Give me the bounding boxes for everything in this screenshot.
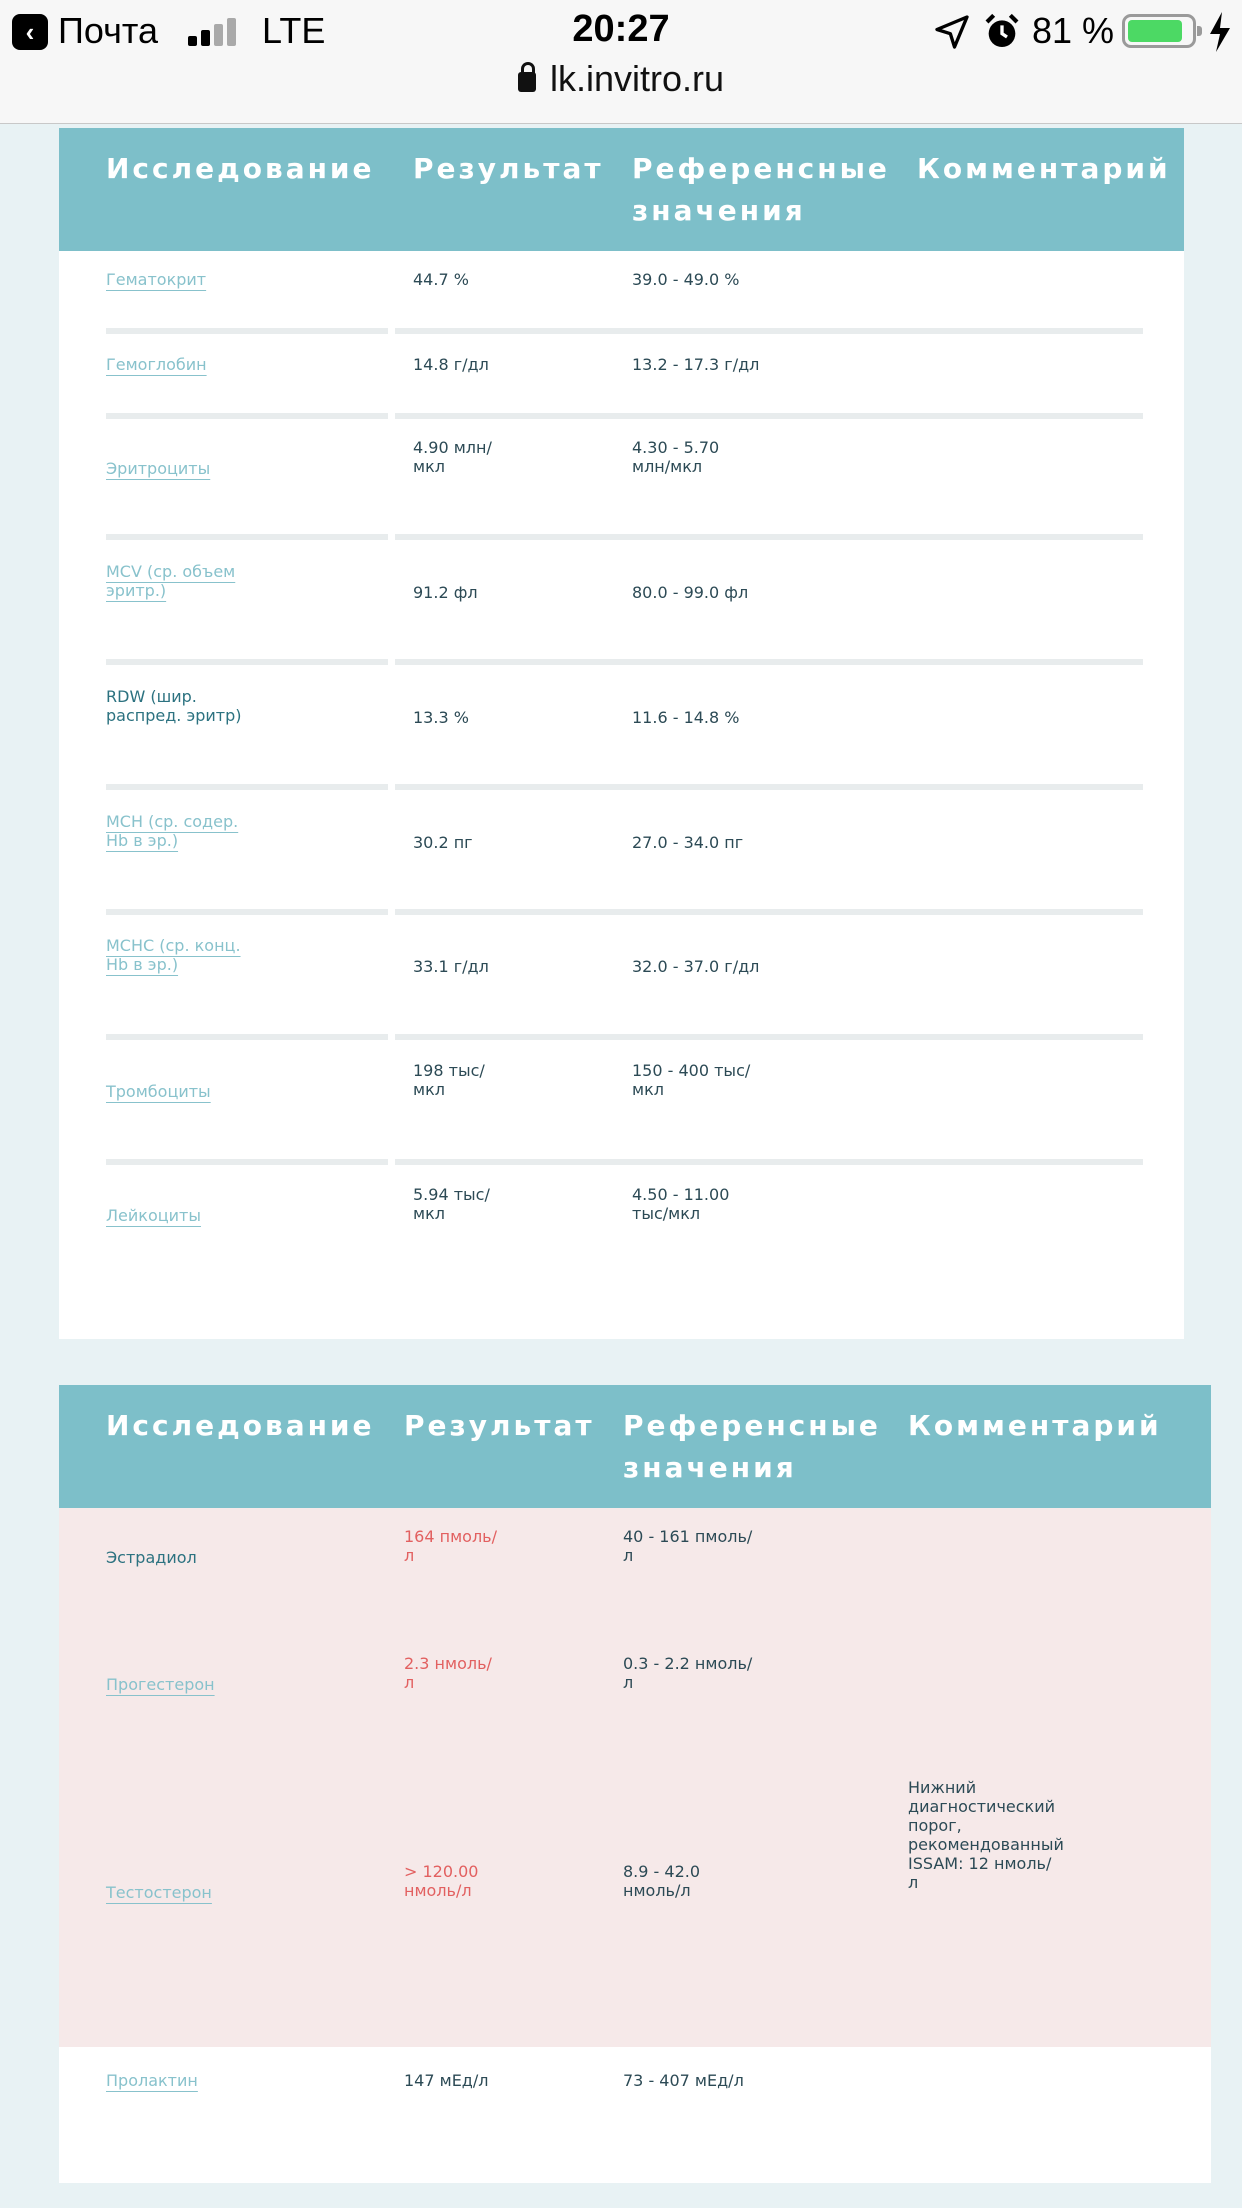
test-name-link[interactable]: Тестостерон (106, 1883, 212, 1902)
reference-range: 11.6 - 14.8 % (632, 708, 740, 727)
result-value: 164 пмоль/ л (404, 1527, 497, 1565)
url-domain: lk.invitro.ru (549, 58, 725, 99)
reference-range: 80.0 - 99.0 фл (632, 583, 749, 602)
row-divider (106, 534, 388, 540)
result-value: 198 тыс/ мкл (413, 1061, 485, 1099)
table-header (59, 1385, 1211, 1508)
results-table-blood-count (59, 128, 1184, 1339)
alarm-clock-icon (982, 12, 1022, 52)
row-divider (106, 413, 388, 419)
test-name-link[interactable]: Гематокрит (106, 270, 207, 289)
table-header (59, 128, 1184, 251)
result-value: 147 мЕд/л (404, 2071, 489, 2090)
test-name-link: RDW (шир. распред. эритр) (106, 687, 242, 725)
header-comment: Комментарий (917, 152, 1171, 185)
reference-range: 0.3 - 2.2 нмоль/ л (623, 1654, 753, 1692)
reference-range: 150 - 400 тыс/ мкл (632, 1061, 751, 1099)
network-type: LTE (262, 10, 326, 51)
row-divider (395, 534, 1143, 540)
result-value: > 120.00 нмоль/л (404, 1862, 479, 1900)
result-value: 13.3 % (413, 708, 469, 727)
status-time: 20:27 (572, 8, 670, 50)
row-divider (395, 1159, 1143, 1165)
test-name-link[interactable]: MCV (ср. объем эритр.) (106, 562, 236, 600)
reference-range: 4.50 - 11.00 тыс/мкл (632, 1185, 730, 1223)
address-bar[interactable] (0, 58, 1242, 108)
row-divider (395, 909, 1143, 915)
test-name-link[interactable]: Лейкоциты (106, 1206, 201, 1225)
header-study: Исследование (106, 1409, 375, 1442)
browser-top-bar (0, 0, 1242, 124)
reference-range: 4.30 - 5.70 млн/мкл (632, 438, 720, 476)
reference-range: 73 - 407 мЕд/л (623, 2071, 744, 2090)
reference-range: 40 - 161 пмоль/ л (623, 1527, 753, 1565)
back-to-app-button[interactable]: ‹ (12, 14, 48, 50)
header-study: Исследование (106, 152, 375, 185)
reference-range: 32.0 - 37.0 г/дл (632, 957, 760, 976)
results-table-hormones (59, 1385, 1211, 2183)
row-divider (395, 1034, 1143, 1040)
test-name-link[interactable]: MCHC (ср. конц. Hb в эр.) (106, 936, 241, 974)
reference-range: 8.9 - 42.0 нмоль/л (623, 1862, 701, 1900)
header-result: Результат (413, 152, 604, 185)
reference-range: 13.2 - 17.3 г/дл (632, 355, 760, 374)
header-reference: Референсные значения (623, 1409, 881, 1484)
row-divider (106, 909, 388, 915)
charging-bolt-icon (1208, 12, 1232, 52)
test-name-link[interactable]: Гемоглобин (106, 355, 207, 374)
test-name-link[interactable]: Эритроциты (106, 459, 211, 478)
row-divider (106, 1159, 388, 1165)
test-name-link: Эстрадиол (106, 1548, 197, 1567)
comment-text: Нижний диагностический порог, рекомендованный ISSAM: 12 нмоль/ л (908, 1778, 1064, 1892)
result-value: 4.90 млн/ мкл (413, 438, 492, 476)
header-result: Результат (404, 1409, 595, 1442)
header-comment: Комментарий (908, 1409, 1162, 1442)
test-name-link[interactable]: Пролактин (106, 2071, 198, 2090)
back-app-label[interactable]: Почта (58, 10, 158, 51)
reference-range: 39.0 - 49.0 % (632, 270, 740, 289)
test-name-link[interactable]: Тромбоциты (106, 1082, 211, 1101)
battery-percent: 81 % (1032, 10, 1115, 51)
result-value: 5.94 тыс/ мкл (413, 1185, 490, 1223)
result-value: 14.8 г/дл (413, 355, 489, 374)
result-value: 33.1 г/дл (413, 957, 489, 976)
reference-range: 27.0 - 34.0 пг (632, 833, 744, 852)
result-value: 91.2 фл (413, 583, 478, 602)
header-reference: Референсные значения (632, 152, 890, 227)
row-divider (395, 784, 1143, 790)
lock-icon (518, 72, 536, 92)
row-divider (106, 784, 388, 790)
row-divider (106, 1034, 388, 1040)
row-divider (395, 413, 1143, 419)
test-name-link[interactable]: Прогестерон (106, 1675, 215, 1694)
result-value: 2.3 нмоль/ л (404, 1654, 492, 1692)
status-bar (0, 0, 1242, 62)
location-arrow-icon (932, 12, 972, 52)
result-value: 30.2 пг (413, 833, 473, 852)
row-divider (395, 659, 1143, 665)
battery-icon (1122, 14, 1196, 48)
test-name-link[interactable]: MCH (ср. содер. Hb в эр.) (106, 812, 239, 850)
row-divider (106, 328, 388, 334)
row-divider (395, 328, 1143, 334)
row-divider (106, 659, 388, 665)
result-value: 44.7 % (413, 270, 469, 289)
